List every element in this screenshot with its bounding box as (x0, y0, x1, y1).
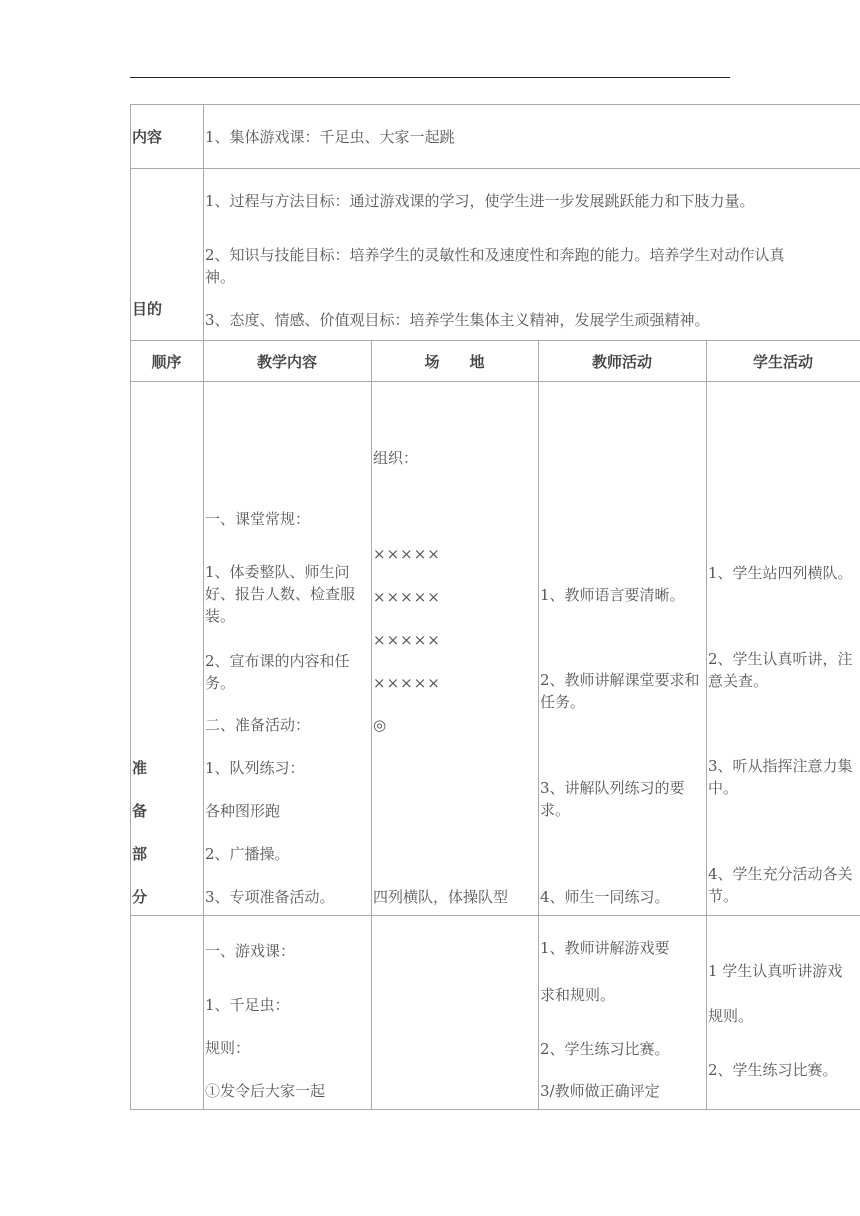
formation-row: ××××× (373, 545, 441, 563)
student-activity: 2、学生认真听讲，注意关查。 (708, 650, 853, 690)
header-order: 顺序 (151, 353, 182, 371)
header-rule (130, 77, 730, 78)
teacher-activity: 1、教师语言要清晰。 (540, 586, 685, 604)
basic-item: 1、千足虫： (205, 996, 290, 1014)
basic-teacher-activity: 求和规则。 (540, 986, 616, 1004)
prep-item: 1、队列练习： (205, 759, 305, 777)
section-char: 准 (132, 759, 148, 777)
basic-item: ①发令后大家一起 (205, 1082, 326, 1100)
basic-student-activity: 2、学生练习比赛。 (708, 1061, 838, 1079)
goal-1: 1、过程与方法目标：通过游戏课的学习，使学生进一步发展跳跃能力和下肢力量。 (205, 192, 755, 210)
formation-row: ××××× (373, 631, 441, 649)
student-activity: 4、学生充分活动各关节。 (708, 865, 853, 905)
teacher-activity: 4、师生一同练习。 (540, 888, 670, 906)
header-teacher-activity: 教师活动 (591, 353, 652, 371)
header-student-activity: 学生活动 (752, 353, 813, 371)
section-char: 分 (132, 888, 148, 906)
basic-item: 规则： (205, 1039, 251, 1057)
prep-item: 一、课堂常规： (205, 510, 311, 528)
teacher-activity: 3、讲解队列练习的要求。 (540, 779, 685, 819)
formation-note: 四列横队，体操队型 (373, 888, 509, 906)
header-venue: 场 地 (424, 353, 485, 371)
content-label: 内容 (132, 128, 163, 146)
goal-2-cont: 神。 (205, 268, 236, 286)
venue-org-label: 组织： (373, 449, 419, 467)
basic-teacher-activity: 2、学生练习比赛。 (540, 1040, 670, 1058)
header-teaching-content: 教学内容 (256, 353, 317, 371)
teacher-activity: 2、教师讲解课堂要求和任务。 (540, 671, 700, 711)
formation-row: ××××× (373, 674, 441, 692)
formation-row: ××××× (373, 588, 441, 606)
prep-item: 各种图形跑 (205, 802, 281, 820)
goal-label: 目的 (132, 300, 163, 318)
basic-student-activity: 1 学生认真听讲游戏 (708, 962, 843, 980)
basic-student-activity: 规则。 (708, 1007, 754, 1025)
content-text: 1、集体游戏课：千足虫、大家一起跳 (205, 128, 455, 146)
teacher-position-mark: ◎ (373, 716, 387, 734)
goal-2: 2、知识与技能目标：培养学生的灵敏性和及速度性和奔跑的能力。培养学生对动作认真 (205, 246, 785, 264)
basic-teacher-activity: 1、教师讲解游戏要 (540, 939, 670, 957)
prep-item: 二、准备活动： (205, 716, 311, 734)
student-activity: 3、听从指挥注意力集中。 (708, 757, 853, 797)
section-char: 备 (132, 802, 148, 820)
prep-item: 1、体委整队、师生问好、报告人数、检查服装。 (205, 563, 356, 625)
basic-item: 一、游戏课： (205, 942, 296, 960)
prep-item: 2、宣布课的内容和任务。 (205, 652, 350, 692)
section-char: 部 (132, 845, 148, 863)
student-activity: 1、学生站四列横队。 (708, 564, 853, 582)
goal-3: 3、态度、情感、价值观目标：培养学生集体主义精神，发展学生顽强精神。 (205, 311, 710, 329)
basic-teacher-activity: 3/教师做正确评定 (540, 1082, 660, 1100)
prep-item: 3、专项准备活动。 (205, 888, 335, 906)
prep-item: 2、广播操。 (205, 845, 290, 863)
